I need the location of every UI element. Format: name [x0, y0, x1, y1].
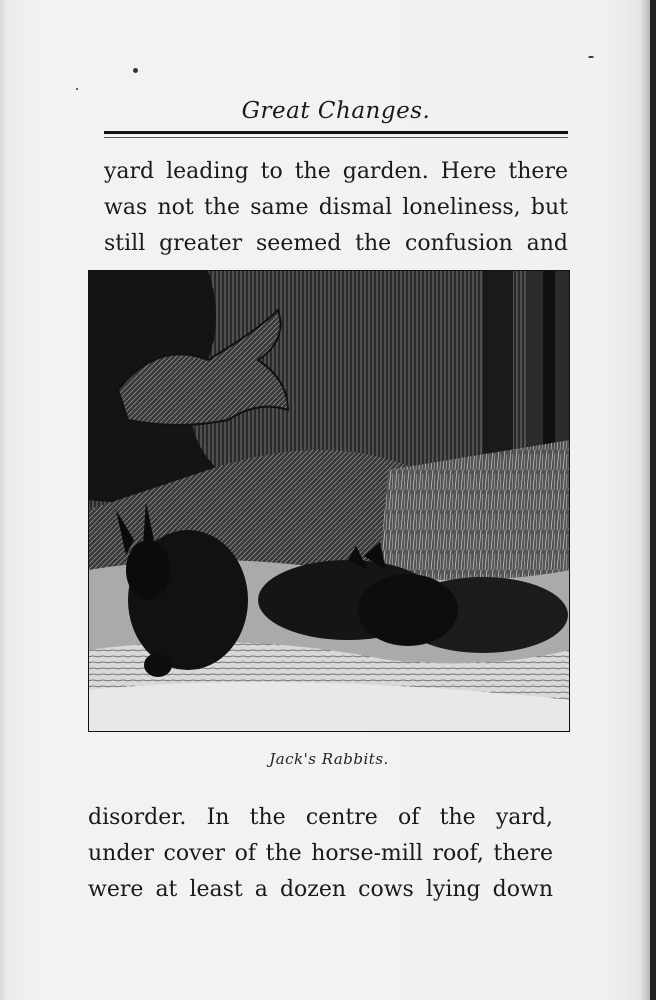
text-line: under cover of the horse-mill roof, there — [88, 841, 553, 866]
header-rule — [104, 131, 568, 134]
body-text-bottom — [88, 800, 553, 908]
ink-speck — [133, 68, 138, 73]
text-line: was not the same dismal loneliness, but — [104, 195, 568, 220]
text-line: disorder. In the centre of the yard, — [88, 805, 553, 830]
body-text-top — [104, 154, 568, 262]
text-line: still greater seemed the confusion and — [104, 231, 568, 256]
rabbits-engraving — [88, 270, 570, 732]
illustration-caption: Jack's Rabbits. — [269, 750, 389, 768]
engraving-image — [88, 270, 570, 732]
ink-speck — [588, 56, 594, 58]
text-line: yard leading to the garden. Here there — [104, 159, 568, 184]
text-line: were at least a dozen cows lying down — [88, 877, 553, 902]
ink-speck — [76, 88, 78, 90]
page-edge-shadow — [650, 0, 656, 1000]
header-rule-thin — [104, 137, 568, 138]
running-head: Great Changes. — [241, 98, 431, 124]
